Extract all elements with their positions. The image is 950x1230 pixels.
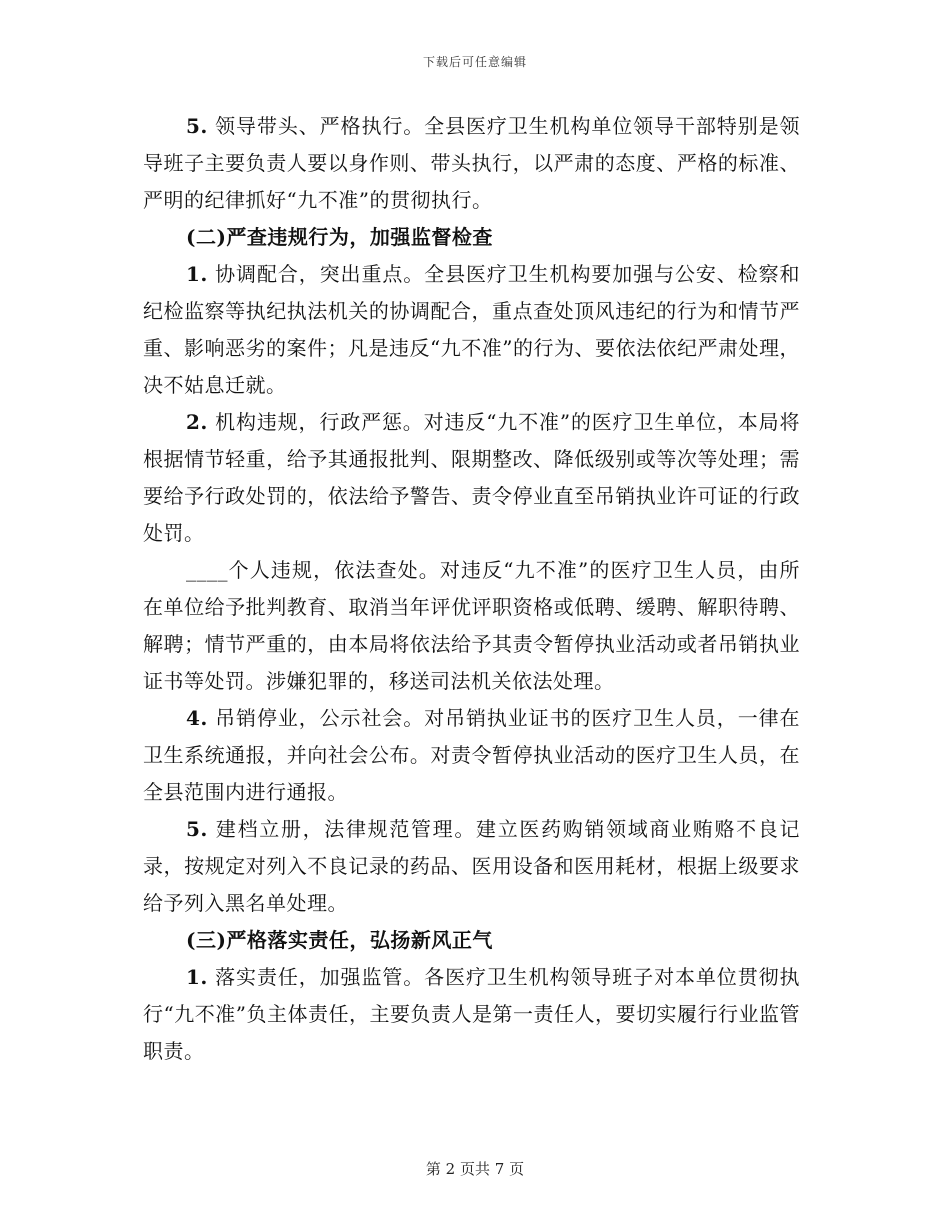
paragraph-individual-violation: [143, 552, 800, 700]
paragraph-coordination: [143, 256, 800, 404]
paragraph-text: 领导带头、严格执行。全县医疗卫生机构单位领导干部特别是领导班子主要负责人要以身作则、带头执行，以严肃的态度、严格的标准、严明的纪律抓好“九不准”的贯彻执行。: [143, 114, 800, 212]
document-body: [143, 108, 800, 1070]
item-number: 5.: [186, 114, 208, 138]
paragraph-institution-violation: [143, 404, 800, 552]
item-number: 4.: [186, 706, 208, 730]
paragraph-revocation: [143, 700, 800, 811]
section-heading-2: (二)严查违规行为，加强监督检查: [186, 225, 493, 249]
paragraph-text: 建档立册，法律规范管理。建立医药购销领域商业贿赂不良记录，按规定对列入不良记录的药品、医用设备和医用耗材，根据上级要求给予列入黑名单处理。: [143, 817, 800, 915]
item-number: 2.: [186, 410, 208, 434]
item-number: 1.: [186, 262, 208, 286]
item-number: 1.: [186, 965, 208, 989]
page-header-note: 下载后可任意编辑: [422, 55, 527, 69]
paragraph-text: 个人违规，依法查处。对违反“九不准”的医疗卫生人员，由所在单位给予批判教育、取消当年评优评职资格或低聘、缓聘、解职待聘、解聘；情节严重的，由本局将依法给予其责令暂停执业活动或者吊销执业证书等处罚。涉嫌犯罪的，移送司法机关依法处理。: [143, 558, 800, 693]
item-number: 5.: [186, 817, 208, 841]
paragraph-text: 落实责任，加强监管。各医疗卫生机构领导班子对本单位贯彻执行“九不准”负主体责任，主要负责人是第一责任人，要切实履行行业监管职责。: [143, 965, 800, 1063]
paragraph-leadership: [143, 108, 800, 219]
paragraph-records: [143, 811, 800, 922]
section-heading-3: (三)严格落实责任，弘扬新风正气: [186, 928, 493, 952]
page-number: 第 2 页共 7 页: [425, 1160, 525, 1178]
paragraph-responsibility: [143, 959, 800, 1070]
paragraph-text: 协调配合，突出重点。全县医疗卫生机构要加强与公安、检察和纪检监察等执纪执法机关的协调配合，重点查处顶风违纪的行为和情节严重、影响恶劣的案件；凡是违反“九不准”的行为、要依法依纪严肃处理，决不姑息迁就。: [143, 262, 800, 397]
item-blank: ____: [186, 558, 228, 582]
paragraph-text: 机构违规，行政严惩。对违反“九不准”的医疗卫生单位，本局将根据情节轻重，给予其通报批判、限期整改、降低级别或等次等处理；需要给予行政处罚的，依法给予警告、责令停业直至吊销执业许可证的行政处罚。: [143, 410, 800, 545]
paragraph-text: 吊销停业，公示社会。对吊销执业证书的医疗卫生人员，一律在卫生系统通报，并向社会公布。对责令暂停执业活动的医疗卫生人员，在全县范围内进行通报。: [143, 706, 800, 804]
